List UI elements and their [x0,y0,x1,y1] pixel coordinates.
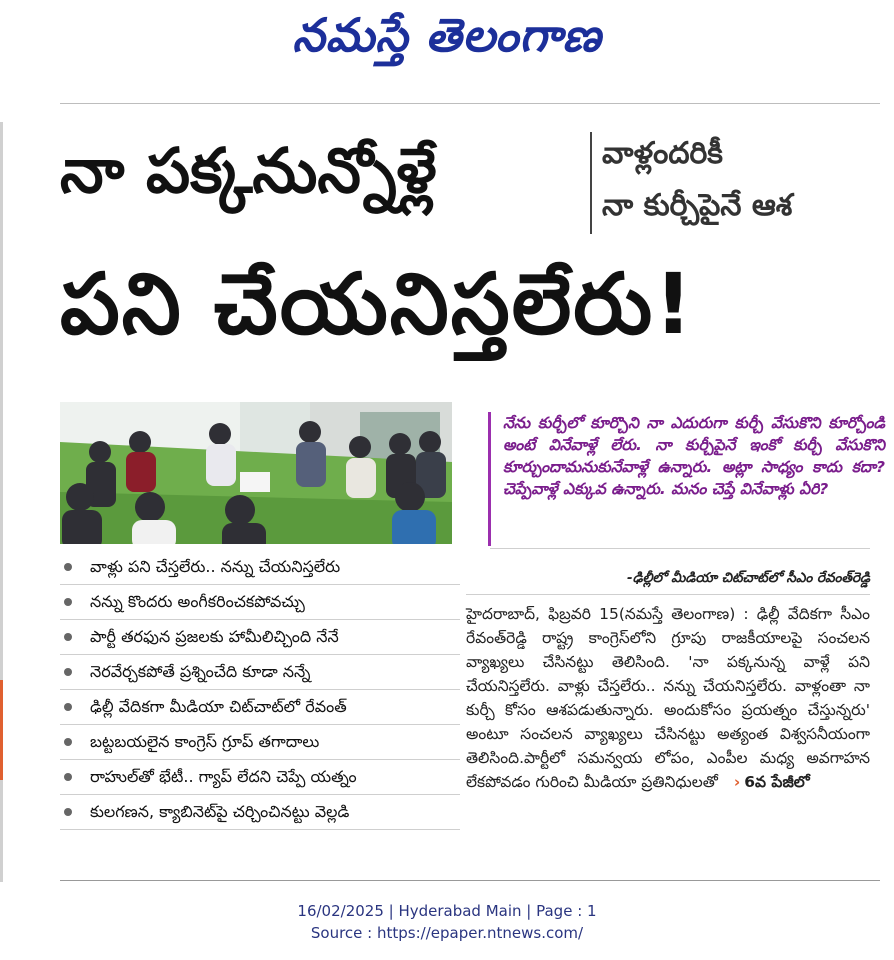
headline-line1: నా పక్కనున్నోళ్లే [60,134,437,207]
headline-separator [590,132,592,234]
list-item [60,725,460,760]
masthead [0,0,894,80]
list-item [60,690,460,725]
headline-kicker [602,128,792,232]
newspaper-logo: నమస్తే తెలంగాణ [292,8,602,62]
bullet-icon [64,563,72,571]
list-item [60,655,460,690]
list-item [60,620,460,655]
page-edge-accent [0,680,3,780]
headline-line2: పని చేయనిస్తలేరు! [60,255,695,353]
list-item-text: నెరవేర్చకపోతే ప్రశ్నించేది కూడా నన్నే [90,662,311,681]
bullet-icon [64,598,72,606]
article-body-text: హైదరాబాద్, ఫిబ్రవరి 15(నమస్తే తెలంగాణ) : ఢిల్లీ వేదికగా సీఎం రేవంత్‌రెడ్డి రాష్ట్ర కాంగ్రెస్‌లోని గ్రూపు రాజకీయాలపై సంచలన వ్యాఖ్యలు చేసినట్టు తెలిసింది. 'నా పక్కనున్న వాళ్లే పని చేయనిస్తలేరు. వాళ్లు చేస్తలేరు.. నన్ను చేయనిస్తలేరు. వాళ్లంతా నా కుర్చీ కోసం ఆశపడుతున్నారు. అందుకోసం ప్రయత్నం చేస్తున్నరు' అంటూ సంచలన వ్యాఖ్యలు చేసినట్టు అత్యంత విశ్వసనీయంగా తెలిసింది.పార్టీలో సమన్వయ లోపం, ఎంపీల మధ్య అవగాహన లేకపోవడం గురించి మీడియా ప్రతినిధులతో [466,605,870,791]
article-rule [466,594,870,595]
bullet-icon [64,668,72,676]
list-item [60,795,460,830]
quote-attribution: -ఢిల్లీలో మీడియా చిట్‌చాట్‌లో సీఎం రేవంత్‌రెడ్డి [627,570,870,586]
kicker-line1: వాళ్లందరికీ [602,136,723,171]
list-item-text: కులగణన, క్యాబినెట్‌పై చర్చించినట్టు వెల్లడి [90,802,350,821]
meeting-photo-illustration [60,402,452,544]
top-rule [60,103,880,104]
bullet-icon [64,738,72,746]
list-item-text: రాహుల్‌తో భేటీ.. గ్యాప్ లేదని చెప్పే యత్నం [90,767,357,786]
footer-edition: 16/02/2025 | Hyderabad Main | Page : 1 [297,902,597,920]
bottom-rule [60,880,880,881]
list-item-text: వాళ్లు పని చేస్తలేరు.. నన్ను చేయనిస్తలేరు [90,557,341,576]
continued-link[interactable] [718,773,810,791]
bullet-icon [64,808,72,816]
list-item-text: పార్టీ తరఫున ప్రజలకు హామీలిచ్చింది నేనే [90,627,339,646]
list-item [60,550,460,585]
bullet-icon [64,703,72,711]
list-item [60,760,460,795]
chevron-right-icon: › [733,773,741,791]
pull-quote [488,412,885,546]
list-item-text: ఢిల్లీ వేదికగా మీడియా చిట్‌చాట్‌లో రేవంత్ [90,697,347,716]
kicker-line2: నా కుర్చీపైనే ఆశ [602,188,793,223]
bullet-icon [64,773,72,781]
page-footer [0,900,894,944]
meeting-photo [60,402,452,544]
bullet-icon [64,633,72,641]
list-item-text: బట్టబయలైన కాంగ్రెస్ గ్రూప్ తగాదాలు [90,732,320,751]
key-points-list [60,550,460,830]
article-body [466,602,870,794]
list-item [60,585,460,620]
continued-label: 6వ పేజీలో [744,773,810,791]
list-item-text: నన్ను కొందరు అంగీకరించకపోవచ్చు [90,592,305,611]
pull-quote-text: నేను కుర్చీలో కూర్చొని నా ఎదురుగా కుర్చీ వేసుకొని కూర్చోండి అంటే వినేవాళ్లే లేరు. నా కుర్చీపైనే ఇంకో కుర్చీ వేసుకొని కూర్చుందామనుకునేవాళ్లే ఉన్నారు. అట్లా సాధ్యం కాదు కదా? చెప్పేవాళ్లే ఎక్కువ ఉన్నారు. మనం చెప్తే వినేవాళ్లు ఏరి? [503,414,885,498]
footer-source[interactable]: Source : https://epaper.ntnews.com/ [310,924,584,942]
quote-separator [490,548,870,549]
